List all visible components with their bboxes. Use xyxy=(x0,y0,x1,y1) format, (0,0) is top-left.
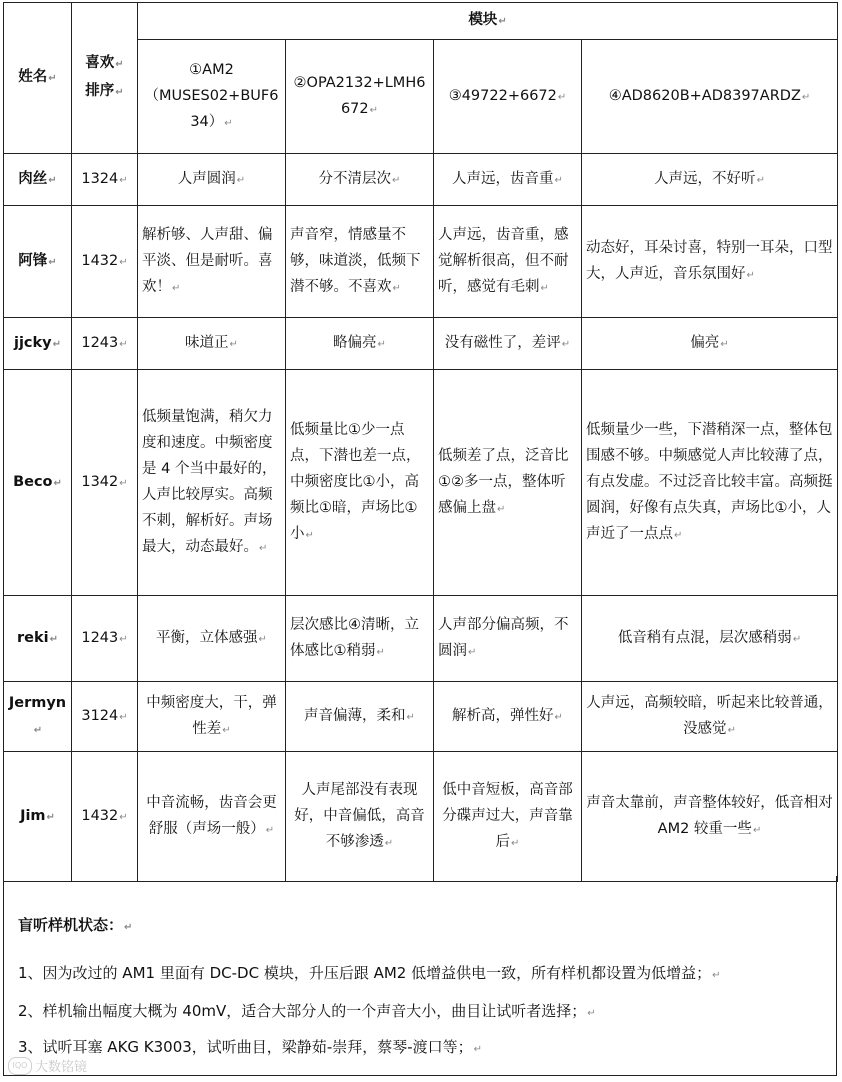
preference-rank: 3124↵ xyxy=(72,682,138,752)
watermark-text: 大数铭镜 xyxy=(35,1060,88,1075)
note-item: 3、试听耳塞 AKG K3003，试听曲目，梁静茹-崇拜，蔡琴-渡口等；↵ xyxy=(18,1038,483,1056)
preference-rank: 1342↵ xyxy=(72,370,138,596)
module-3-comment: 没有磁性了，差评↵ xyxy=(434,318,582,370)
module-4-header: ④AD8620B+AD8397ARDZ↵ xyxy=(582,40,838,154)
module-2-comment: 人声尾部没有表现好，中音偏低，高音不够渗透↵ xyxy=(286,752,434,882)
name-header: 姓名↵ xyxy=(4,3,72,154)
module-2-comment: 低频量比①少一点点，下潜也差一点，中频密度比①小，高频比①暗，声场比①小↵ xyxy=(286,370,434,596)
reviewer-name: 肉丝↵ xyxy=(4,154,72,206)
module-3-comment: 解析高，弹性好↵ xyxy=(434,682,582,752)
module-1-comment: 低频量饱满，稍欠力度和速度。中频密度是 4 个当中最好的，人声比较厚实。高频不刺，解析好。声场最大，动态最好。↵ xyxy=(138,370,286,596)
module-2-comment: 分不清层次↵ xyxy=(286,154,434,206)
module-3-comment: 人声远，齿音重，感觉解析很高，但不耐听，感觉有毛刺↵ xyxy=(434,206,582,318)
module-2-comment: 略偏亮↵ xyxy=(286,318,434,370)
reviewer-name: reki↵ xyxy=(4,596,72,682)
module-3-comment: 人声远，齿音重↵ xyxy=(434,154,582,206)
module-1-comment: 人声圆润↵ xyxy=(138,154,286,206)
module-1-comment: 解析够、人声甜、偏平淡、但是耐听。喜欢！↵ xyxy=(138,206,286,318)
module-4-comment: 低音稍有点混，层次感稍弱↵ xyxy=(582,596,838,682)
watermark xyxy=(8,1056,87,1075)
table-row xyxy=(4,206,838,318)
module-2-comment: 声音窄，情感量不够，味道淡，低频下潜不够。不喜欢↵ xyxy=(286,206,434,318)
reviewer-name: Jim↵ xyxy=(4,752,72,882)
module-1-comment: 中频密度大，干，弹性差↵ xyxy=(138,682,286,752)
reviewer-name: jjcky↵ xyxy=(4,318,72,370)
module-1-comment: 味道正↵ xyxy=(138,318,286,370)
module-4-comment: 人声远，不好听↵ xyxy=(582,154,838,206)
module-4-comment: 低频量少一些，下潜稍深一点，整体包围感不够。中频感觉人声比较薄了点，有点发虚。不过泛音比较丰富。高频挺圆润，好像有点失真，声场比①小，人声近了一点点↵ xyxy=(582,370,838,596)
module-4-comment: 偏亮↵ xyxy=(582,318,838,370)
table-row xyxy=(4,370,838,596)
listening-notes xyxy=(3,876,837,1076)
table-row xyxy=(4,154,838,206)
module-4-comment: 动态好，耳朵讨喜，特别一耳朵，口型大，人声近，音乐氛围好↵ xyxy=(582,206,838,318)
module-1-comment: 中音流畅，齿音会更舒服（声场一般）↵ xyxy=(138,752,286,882)
module-4-comment: 声音太靠前，声音整体较好，低音相对 AM2 较重一些↵ xyxy=(582,752,838,882)
rank-header: 喜欢↵ 排序↵ xyxy=(72,3,138,154)
module-3-comment: 低频差了点，泛音比①②多一点，整体听感偏上盘↵ xyxy=(434,370,582,596)
reviewer-name: Beco↵ xyxy=(4,370,72,596)
preference-rank: 1432↵ xyxy=(72,752,138,882)
preference-rank: 1324↵ xyxy=(72,154,138,206)
module-2-comment: 声音偏薄，柔和↵ xyxy=(286,682,434,752)
module-1-comment: 平衡，立体感强↵ xyxy=(138,596,286,682)
module-2-comment: 层次感比④清晰，立体感比①稍弱↵ xyxy=(286,596,434,682)
module-1-header: ①AM2 （MUSES02+BUF6 34）↵ xyxy=(138,40,286,154)
comparison-table xyxy=(3,2,838,882)
module-header: 模块↵ xyxy=(138,3,838,40)
reviewer-name: Jermyn↵ xyxy=(4,682,72,752)
preference-rank: 1432↵ xyxy=(72,206,138,318)
table-row xyxy=(4,596,838,682)
header-row-module xyxy=(4,3,838,40)
table-row xyxy=(4,752,838,882)
note-item: 1、因为改过的 AM1 里面有 DC-DC 模块，升压后跟 AM2 低增益供电一致，所有样机都设置为低增益；↵ xyxy=(18,964,721,982)
table-row xyxy=(4,682,838,752)
module-4-comment: 人声远，高频较暗，听起来比较普通，没感觉↵ xyxy=(582,682,838,752)
module-2-header: ②OPA2132+LMH6 672↵ xyxy=(286,40,434,154)
preference-rank: 1243↵ xyxy=(72,318,138,370)
reviewer-name: 阿锋↵ xyxy=(4,206,72,318)
table-row xyxy=(4,318,838,370)
preference-rank: 1243↵ xyxy=(72,596,138,682)
module-3-header: ③49722+6672↵ xyxy=(434,40,582,154)
module-3-comment: 低中音短板，高音部分碟声过大，声音靠后↵ xyxy=(434,752,582,882)
note-item: 2、样机输出幅度大概为 40mV，适合大部分人的一个声音大小，曲目让试听者选择；↵ xyxy=(18,1002,596,1020)
module-3-comment: 人声部分偏高频，不圆润↵ xyxy=(434,596,582,682)
notes-title: 盲听样机状态：↵ xyxy=(18,916,133,934)
watermark-logo-icon: IQO xyxy=(8,1057,32,1075)
